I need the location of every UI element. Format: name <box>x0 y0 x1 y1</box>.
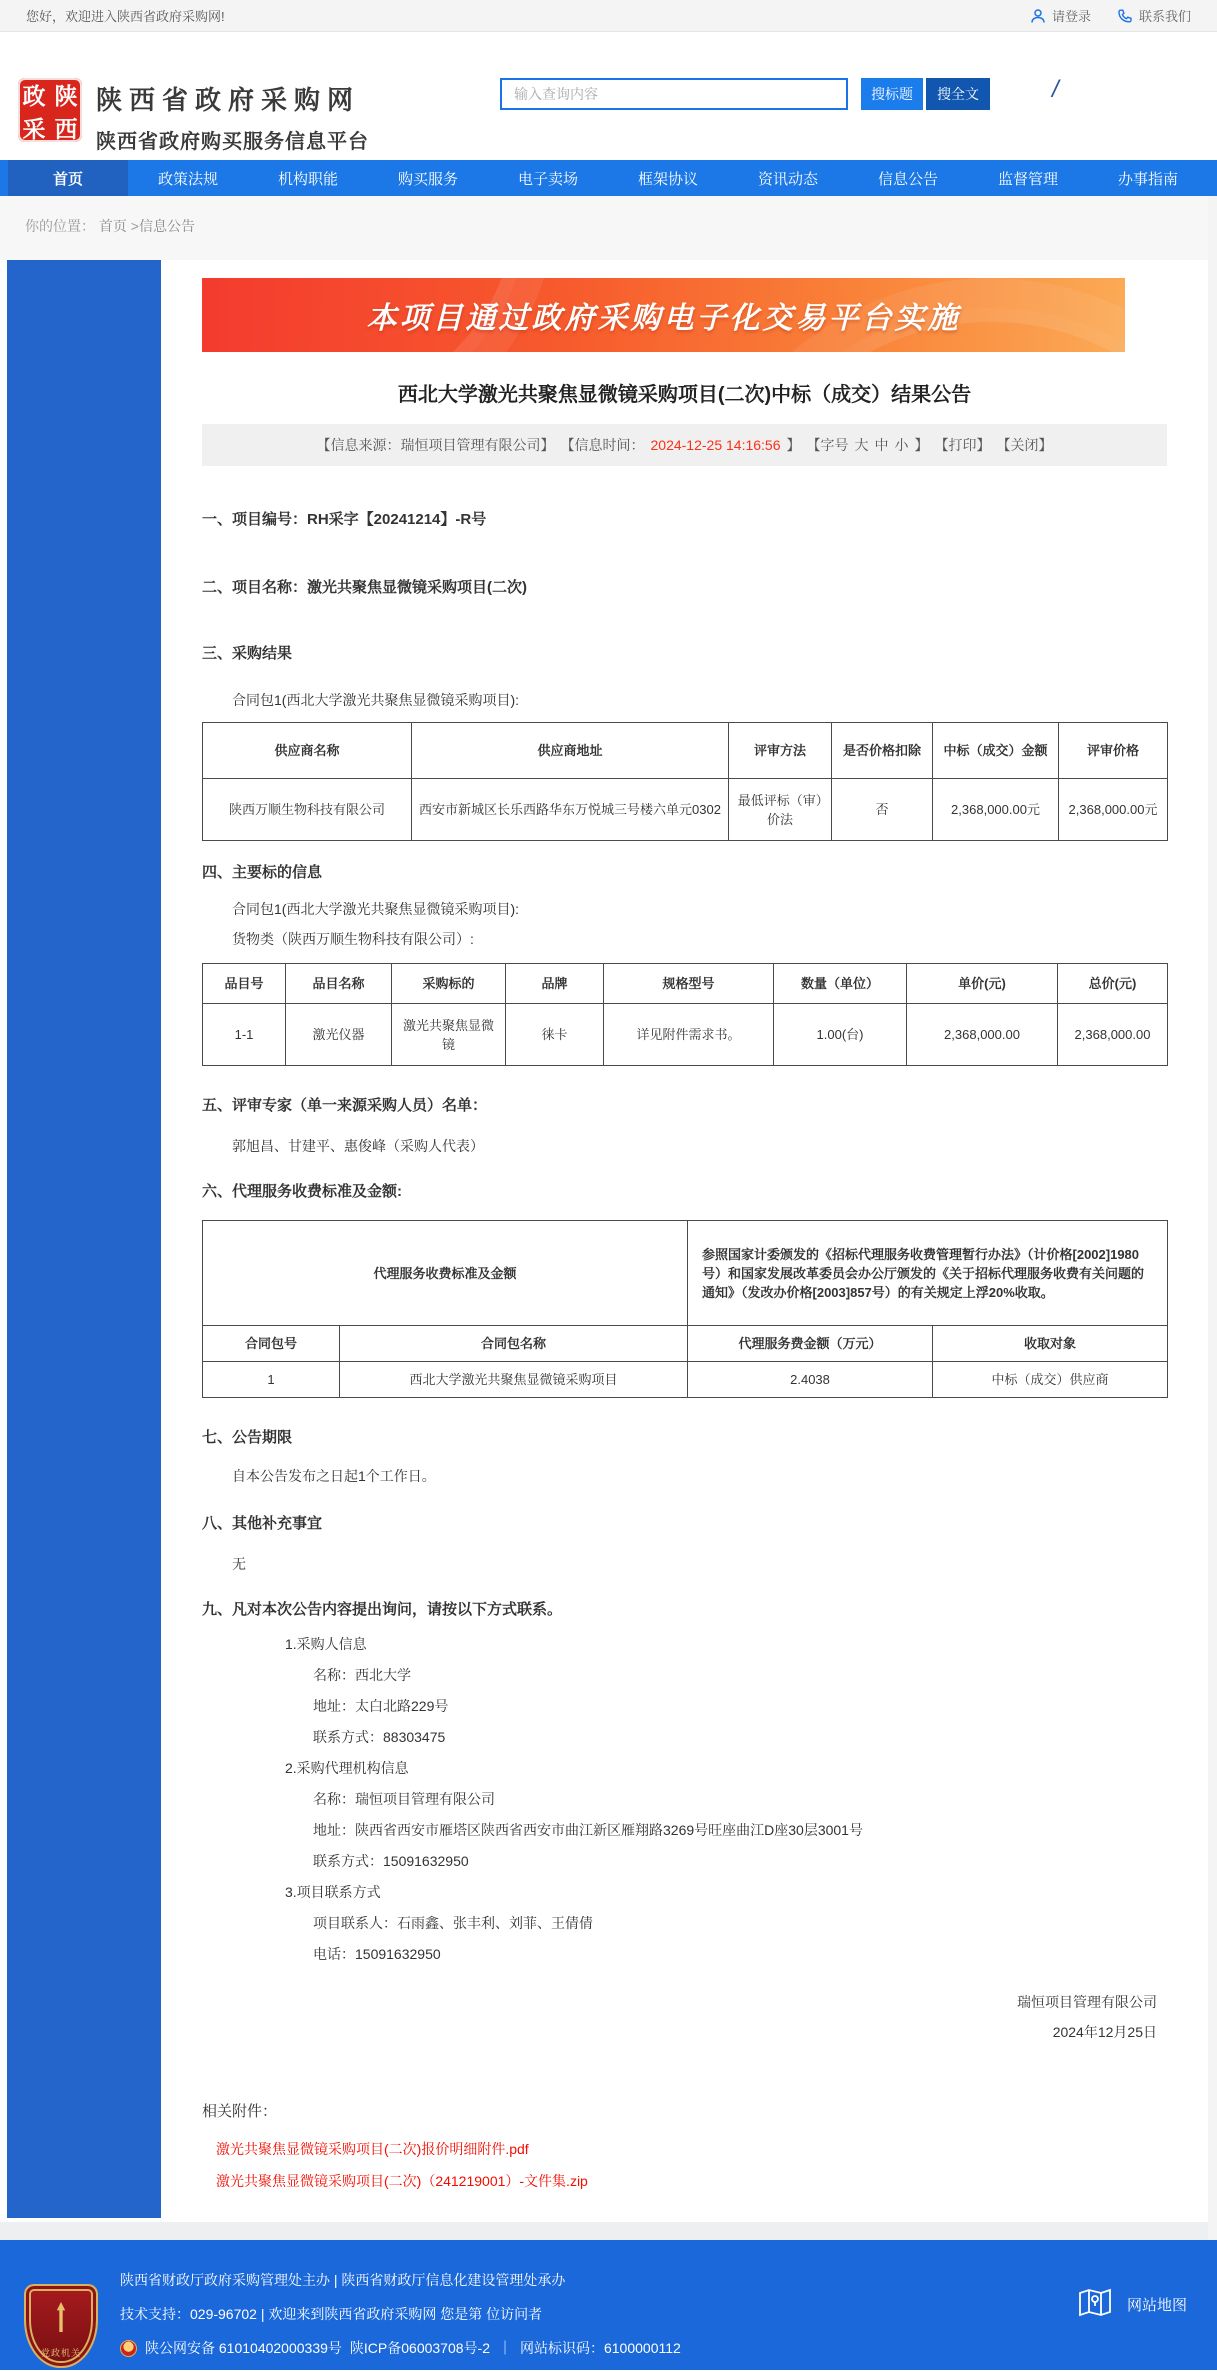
nav-item-guide[interactable]: 办事指南 <box>1117 170 1178 188</box>
section-8-heading: 八、其他补充事宜 <box>202 1515 323 1532</box>
footer-gap <box>0 2222 1208 2240</box>
logo-seal-icon <box>18 78 82 142</box>
col-header: 评审方法 <box>729 723 832 779</box>
logo-char: 陕 <box>54 84 78 109</box>
info-time-suffix: 】 <box>786 437 801 453</box>
unit-price: 2,368,000.00 <box>907 1004 1058 1066</box>
agency-address: 地址：陕西省西安市雁塔区陕西省西安市曲江新区雁翔路3269号旺座曲江D座30层3001号 <box>313 1822 863 1838</box>
col-header: 总价(元) <box>1058 964 1168 1004</box>
section-7-heading: 七、公告期限 <box>202 1429 293 1446</box>
section-3-heading: 三、采购结果 <box>202 645 293 662</box>
icp-number: 陕ICP备06003708号-2 <box>349 2340 490 2356</box>
sitemap-label: 网站地图 <box>1126 2296 1187 2314</box>
nav-item-announcements[interactable]: 信息公告 <box>877 170 938 188</box>
item-name: 激光仪器 <box>286 1004 392 1066</box>
project-contact-person: 项目联系人：石雨鑫、张丰利、刘菲、王倩倩 <box>313 1915 593 1931</box>
nav-item-e-marketplace[interactable]: 电子卖场 <box>517 170 578 188</box>
banner-text: 本项目通过政府采购电子化交易平台实施 <box>366 302 961 335</box>
table-row <box>203 1004 1168 1066</box>
project-contact-phone: 电话：15091632950 <box>313 1946 441 1962</box>
table-row <box>203 1362 1168 1398</box>
map-icon <box>1075 2282 1115 2326</box>
main-area <box>0 260 1208 2222</box>
attachment-pdf-link[interactable]: 激光共聚焦显微镜采购项目(二次)报价明细附件.pdf <box>216 2141 529 2157</box>
info-source: 【信息来源：瑞恒项目管理有限公司】 <box>316 437 555 453</box>
footer-line-organizers: 陕西省财政厅政府采购管理处主办 | 陕西省财政厅信息化建设管理处承办 <box>120 2272 566 2288</box>
section-4-heading: 四、主要标的信息 <box>202 864 323 881</box>
site-header <box>0 32 1217 160</box>
user-icon <box>1030 8 1046 24</box>
col-header: 品牌 <box>506 964 604 1004</box>
contact-us-link[interactable] <box>1117 6 1191 25</box>
supplier-result-table <box>202 722 1168 841</box>
footer-separator: ｜ <box>497 2340 512 2356</box>
package-name: 西北大学激光共聚焦显微镜采购项目 <box>340 1362 688 1398</box>
nav-item-supervision[interactable]: 监督管理 <box>997 170 1058 188</box>
agency-phone: 联系方式：15091632950 <box>313 1853 469 1869</box>
fontsize-prefix: 【字号 <box>806 437 849 453</box>
procurement-target: 激光共聚焦显微镜 <box>392 1004 506 1066</box>
section-7-text: 自本公告发布之日起1个工作日。 <box>232 1468 436 1484</box>
nav-item-purchase-services[interactable]: 购买服务 <box>397 170 458 188</box>
col-header: 采购标的 <box>392 964 506 1004</box>
item-no: 1-1 <box>203 1004 286 1066</box>
col-header: 合同包名称 <box>340 1326 688 1362</box>
search-input[interactable] <box>500 78 848 110</box>
supplier-name: 陕西万顺生物科技有限公司 <box>203 779 412 841</box>
price-deduction: 否 <box>832 779 933 841</box>
col-header: 中标（成交）金额 <box>933 723 1059 779</box>
fee-payer: 中标（成交）供应商 <box>933 1362 1168 1398</box>
section-5-heading: 五、评审专家（单一来源采购人员）名单： <box>202 1097 488 1114</box>
info-time: 2024-12-25 14:16:56 <box>650 437 781 453</box>
col-header: 收取对象 <box>933 1326 1168 1362</box>
breadcrumb-home-link[interactable]: 首页 <box>98 218 127 234</box>
fontsize-suffix: 】 <box>914 437 929 453</box>
agency-info-title: 2.采购代理机构信息 <box>285 1760 409 1776</box>
font-size-medium-button[interactable]: 中 <box>874 437 889 453</box>
signoff-company: 瑞恒项目管理有限公司 <box>1017 1994 1157 2010</box>
buyer-address: 地址：太白北路229号 <box>313 1698 449 1714</box>
section-1-heading: 一、项目编号：RH采字【20241214】-R号 <box>202 511 487 528</box>
col-header: 评审价格 <box>1059 723 1168 779</box>
close-button[interactable]: 【关闭】 <box>996 437 1053 453</box>
decorative-slash: / <box>1052 76 1059 103</box>
package-no: 1 <box>203 1362 340 1398</box>
breadcrumb-separator: > <box>130 218 139 234</box>
nav-item-policies[interactable]: 政策法规 <box>157 170 218 188</box>
article-title: 西北大学激光共聚焦显微镜采购项目(二次)中标（成交）结果公告 <box>397 384 972 406</box>
award-amount: 2,368,000.00元 <box>933 779 1059 841</box>
attachments-label: 相关附件： <box>202 2103 278 2120</box>
fee-amount: 2.4038 <box>688 1362 933 1398</box>
sitemap-link[interactable] <box>1075 2282 1187 2326</box>
nav-item-news[interactable]: 资讯动态 <box>757 170 818 188</box>
brand: 徕卡 <box>506 1004 604 1066</box>
nav-item-home[interactable]: 首页 <box>8 160 128 196</box>
review-method: 最低评标（审）价法 <box>729 779 832 841</box>
experts-list: 郭旭昌、甘建平、惠俊峰（采购人代表） <box>232 1138 484 1154</box>
font-size-large-button[interactable]: 大 <box>854 437 869 453</box>
section-3-package: 合同包1(西北大学激光共聚焦显微镜采购项目): <box>232 692 519 708</box>
col-header: 供应商名称 <box>203 723 412 779</box>
phone-icon <box>1117 8 1133 24</box>
nav-item-functions[interactable]: 机构职能 <box>277 170 338 188</box>
police-badge-icon <box>120 2340 137 2357</box>
item-detail-table <box>202 963 1168 1066</box>
main-nav <box>0 160 1217 196</box>
buyer-phone: 联系方式：88303475 <box>313 1729 446 1745</box>
col-header: 代理服务费金额（万元） <box>688 1326 933 1362</box>
login-link[interactable] <box>1030 6 1091 25</box>
footer-line-support: 技术支持：029-96702 | 欢迎来到陕西省政府采购网 您是第 位访问者 <box>120 2306 543 2322</box>
buyer-name: 名称：西北大学 <box>313 1667 411 1683</box>
site-footer <box>0 2240 1217 2370</box>
col-header: 合同包号 <box>203 1326 340 1362</box>
site-id-code: 网站标识码：6100000112 <box>519 2340 681 2356</box>
breadcrumb <box>0 196 1208 260</box>
spec-model: 详见附件需求书。 <box>604 1004 774 1066</box>
left-blue-panel <box>7 260 161 2218</box>
site-subtitle: 陕西省政府购买服务信息平台 <box>96 131 369 153</box>
section-8-text: 无 <box>232 1556 246 1572</box>
section-9-heading: 九、凡对本次公告内容提出询问，请按以下方式联系。 <box>202 1601 563 1618</box>
site-logo[interactable] <box>18 78 369 154</box>
emblem-label: 党政机关 <box>40 2348 81 2358</box>
top-utility-bar <box>0 0 1217 32</box>
fee-standard-text: 参照国家计委颁发的《招标代理服务收费管理暂行办法》（计价格[2002]1980号）和国家发展改革委员会办公厅颁发的《关于招标代理服务收费有关问题的通知》（发改办价格[2003]857号）的有关规定上浮20%收取。 <box>688 1221 1168 1326</box>
search-area <box>500 78 990 110</box>
article-meta-bar <box>202 424 1167 466</box>
site-title: 陕西省政府采购网 <box>96 85 361 115</box>
info-time-prefix: 【信息时间： <box>560 437 645 453</box>
fee-standard-label: 代理服务收费标准及金额 <box>203 1221 688 1326</box>
section-4-package: 合同包1(西北大学激光共聚焦显微镜采购项目): <box>232 901 519 917</box>
contact-us-label: 联系我们 <box>1138 9 1191 24</box>
buyer-info-title: 1.采购人信息 <box>285 1636 367 1652</box>
total-price: 2,368,000.00 <box>1058 1004 1168 1066</box>
font-size-small-button[interactable]: 小 <box>894 437 909 453</box>
project-contact-title: 3.项目联系方式 <box>285 1884 381 1900</box>
agency-name: 名称：瑞恒项目管理有限公司 <box>313 1791 495 1807</box>
section-4-category: 货物类（陕西万顺生物科技有限公司）: <box>232 931 474 947</box>
logo-char: 西 <box>54 117 78 142</box>
platform-banner <box>202 278 1125 352</box>
col-header: 是否价格扣除 <box>832 723 933 779</box>
logo-char: 政 <box>22 84 46 109</box>
breadcrumb-current-link[interactable]: 信息公告 <box>138 218 195 234</box>
security-filing-link[interactable]: 陕公网安备 61010402000339号 <box>145 2340 342 2356</box>
col-header: 规格型号 <box>604 964 774 1004</box>
torch-icon <box>55 2302 67 2332</box>
table-row <box>203 779 1168 841</box>
print-button[interactable]: 【打印】 <box>934 437 991 453</box>
logo-char: 采 <box>22 117 46 142</box>
login-label: 请登录 <box>1051 9 1091 24</box>
welcome-text: 您好，欢迎进入陕西省政府采购网! <box>26 9 225 24</box>
col-header: 品目名称 <box>286 964 392 1004</box>
review-price: 2,368,000.00元 <box>1059 779 1168 841</box>
government-emblem-icon <box>24 2284 98 2368</box>
nav-item-framework-agreements[interactable]: 框架协议 <box>637 170 698 188</box>
attachment-zip-link[interactable]: 激光共聚焦显微镜采购项目(二次)（241219001）-文件集.zip <box>216 2173 588 2189</box>
search-title-button[interactable]: 搜标题 <box>861 78 923 110</box>
signoff-date: 2024年12月25日 <box>1052 2024 1157 2040</box>
col-header: 供应商地址 <box>412 723 729 779</box>
section-2-heading: 二、项目名称：激光共聚焦显微镜采购项目(二次) <box>202 579 527 596</box>
search-fulltext-button[interactable]: 搜全文 <box>926 78 990 110</box>
col-header: 单价(元) <box>907 964 1058 1004</box>
col-header: 数量（单位） <box>774 964 907 1004</box>
breadcrumb-label: 你的位置： <box>25 218 95 234</box>
announcement-article <box>202 278 1167 2191</box>
col-header: 品目号 <box>203 964 286 1004</box>
supplier-address: 西安市新城区长乐西路华东万悦城三号楼六单元0302 <box>412 779 729 841</box>
quantity: 1.00(台) <box>774 1004 907 1066</box>
section-6-heading: 六、代理服务收费标准及金额: <box>202 1183 402 1200</box>
agency-fee-table <box>202 1220 1168 1398</box>
